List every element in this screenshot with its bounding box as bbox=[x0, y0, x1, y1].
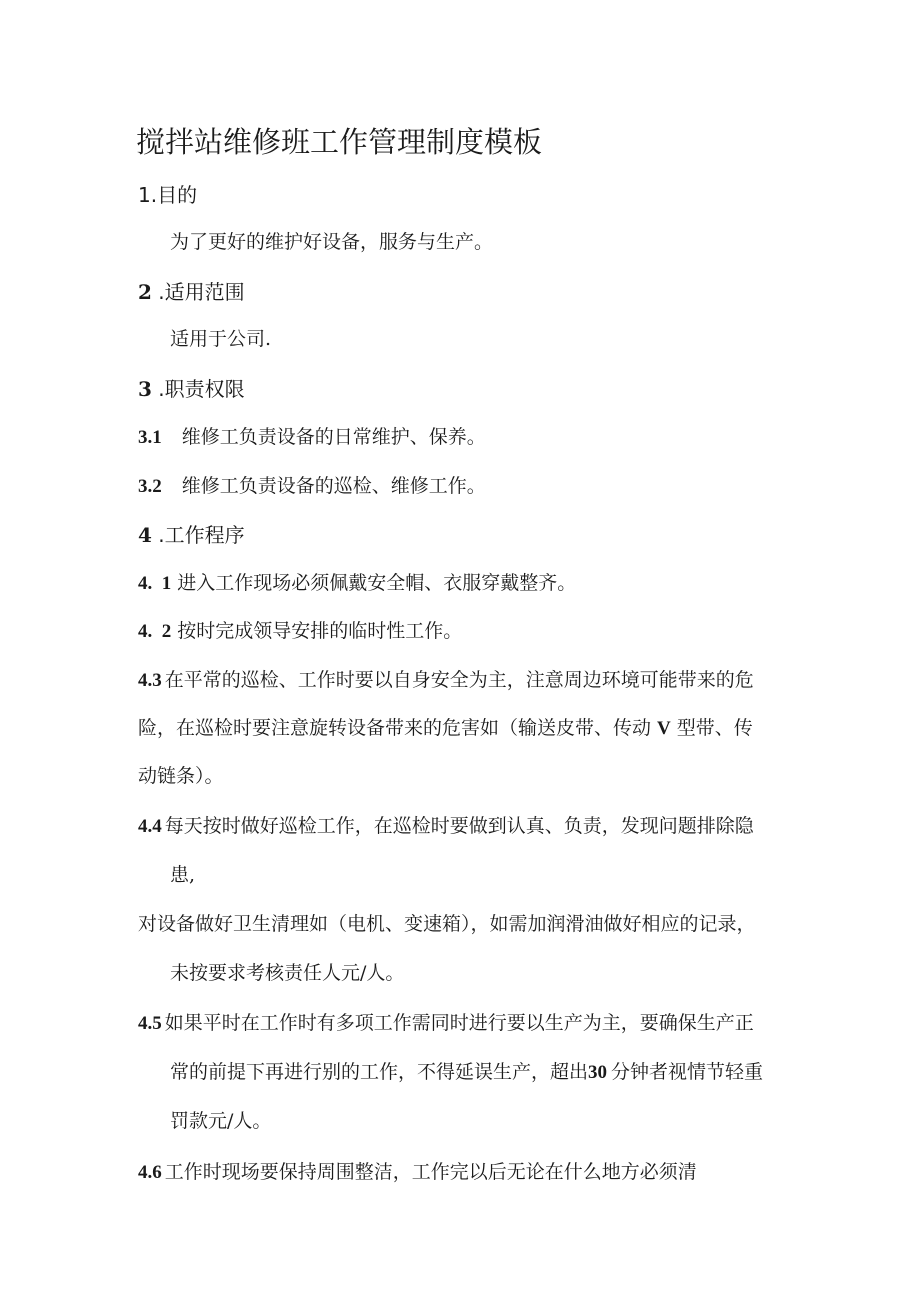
item-4-3-line-2 bbox=[138, 719, 753, 738]
item-4-4-number: 4.4 bbox=[138, 816, 162, 837]
item-3-1 bbox=[138, 428, 486, 447]
item-4-3-line-1 bbox=[138, 671, 754, 690]
item-4-6-text-1: 工作时现场要保持周围整洁，工作完以后无论在什么地方必须清 bbox=[164, 1161, 697, 1183]
item-4-4-line-4: 未按要求考核责任人元/人。 bbox=[170, 962, 405, 984]
item-3-1-text: 维修工负责设备的日常维护、保养。 bbox=[181, 426, 486, 448]
section-3-label: .职责权限 bbox=[151, 377, 245, 401]
item-3-2-text: 维修工负责设备的巡检、维修工作。 bbox=[181, 475, 486, 497]
item-4-3-text-1: 在平常的巡检、工作时要以自身安全为主，注意周边环境可能带来的危 bbox=[164, 669, 754, 691]
item-4-5-text-2a: 常的前提下再进行别的工作，不得延误生产，超出 bbox=[170, 1061, 589, 1083]
item-3-2 bbox=[138, 477, 486, 496]
item-4-6-number: 4.6 bbox=[138, 1162, 162, 1183]
item-4-2 bbox=[138, 622, 462, 641]
item-4-5-minutes: 30 bbox=[588, 1062, 608, 1083]
item-4-4-line-2: 患, bbox=[170, 864, 196, 886]
item-4-6-line-1 bbox=[138, 1163, 697, 1182]
item-4-5-text-1: 如果平时在工作时有多项工作需同时进行要以生产为主，要确保生产正 bbox=[164, 1012, 754, 1034]
item-4-3-text-2a: 险，在巡检时要注意旋转设备带来的危害如（输送皮带、传动 bbox=[138, 717, 652, 739]
item-4-3-text-2b: 型带、传 bbox=[676, 717, 753, 739]
section-2-label: .适用范围 bbox=[151, 280, 245, 304]
section-1-heading bbox=[138, 185, 197, 205]
section-3-number: 3 bbox=[138, 377, 152, 401]
section-3-heading bbox=[138, 379, 245, 399]
document-title: 搅拌站维修班工作管理制度模板 bbox=[136, 125, 543, 159]
section-4-label: .工作程序 bbox=[151, 523, 245, 547]
item-4-3-line-3: 动链条）。 bbox=[138, 765, 224, 787]
item-4-3-number: 4.3 bbox=[138, 670, 162, 691]
item-4-4-line-1 bbox=[138, 817, 754, 836]
item-4-5-number: 4.5 bbox=[138, 1013, 162, 1034]
item-4-5-line-3: 罚款元/人。 bbox=[170, 1110, 272, 1132]
section-2-text: 适用于公司. bbox=[170, 328, 272, 350]
item-4-3-v: V bbox=[657, 718, 671, 739]
item-4-1-text: 进入工作现场必须佩戴安全帽、衣服穿戴整齐。 bbox=[177, 572, 577, 594]
section-1-text: 为了更好的维护好设备，服务与生产。 bbox=[170, 231, 494, 253]
item-4-2-number: 4. 2 bbox=[138, 621, 172, 642]
item-4-4-line-3: 对设备做好卫生清理如（电机、变速箱），如需加润滑油做好相应的记录， bbox=[138, 913, 756, 935]
item-3-1-number: 3.1 bbox=[138, 427, 162, 448]
section-4-heading bbox=[138, 525, 245, 545]
item-4-4-text-1: 每天按时做好巡检工作，在巡检时要做到认真、负责，发现问题排除隐 bbox=[164, 815, 754, 837]
item-4-1-number: 4. 1 bbox=[138, 573, 172, 594]
item-4-1 bbox=[138, 574, 576, 593]
item-4-5-line-2 bbox=[170, 1063, 763, 1082]
item-3-2-number: 3.2 bbox=[138, 476, 162, 497]
section-1-heading-text: 1.目的 bbox=[138, 183, 198, 207]
item-4-2-text: 按时完成领导安排的临时性工作。 bbox=[177, 620, 463, 642]
item-4-5-text-2b: 分钟者视情节轻重 bbox=[611, 1061, 764, 1083]
section-2-heading bbox=[138, 282, 245, 302]
section-2-number: 2 bbox=[138, 280, 152, 304]
item-4-5-line-1 bbox=[138, 1014, 754, 1033]
section-4-number: 4 bbox=[138, 523, 152, 547]
